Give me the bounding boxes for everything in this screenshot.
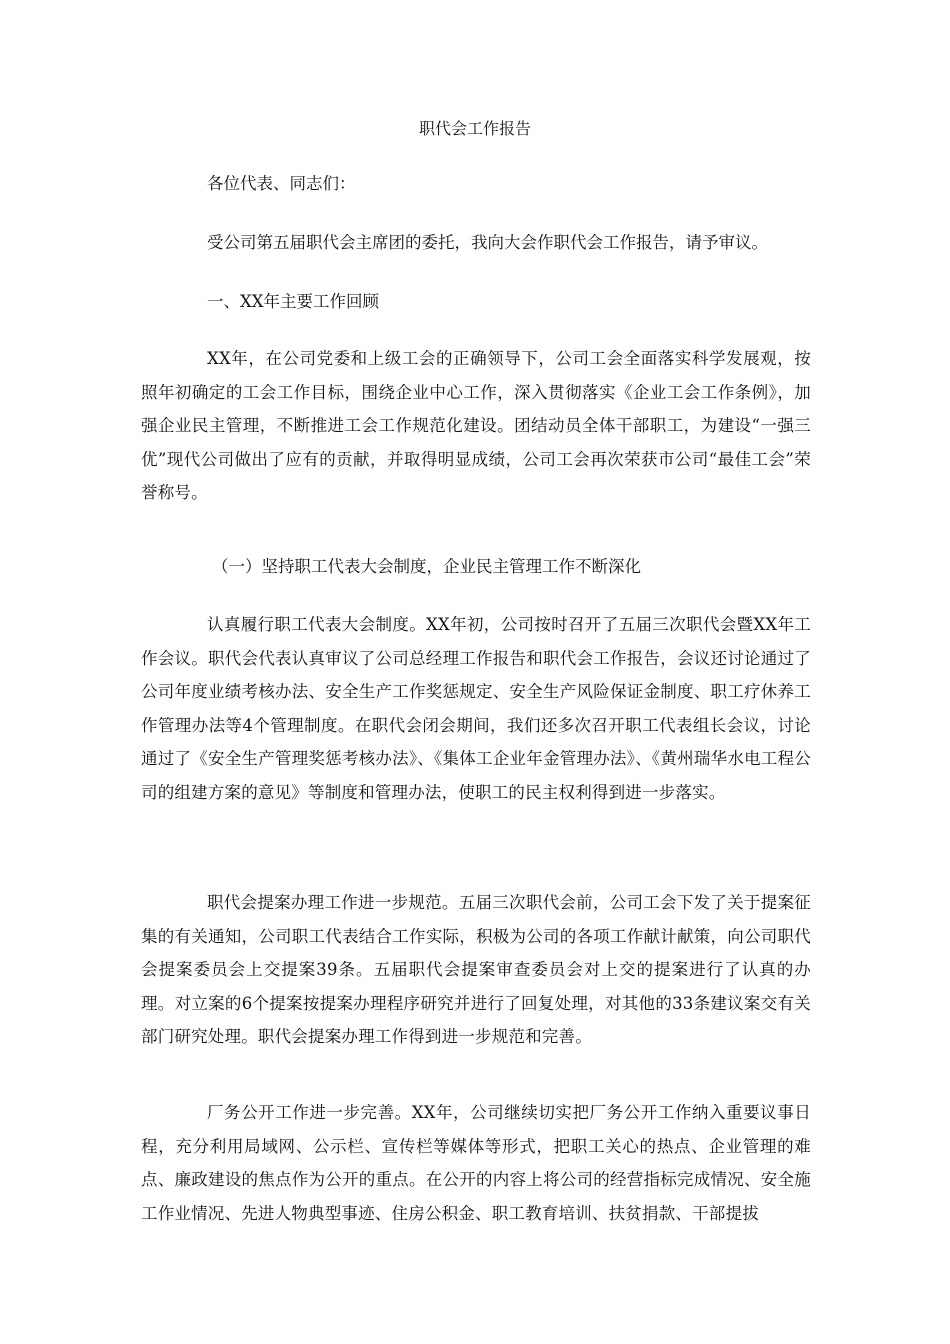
paragraph-congress-system: 认真履行职工代表大会制度。XX年初，公司按时召开了五届三次职代会暨XX年工作会议。职代会代表认真审议了公司总经理工作报告和职代会工作报告，会议还讨论通过了公司年度业绩考核办法、安全生产工作奖惩规定、安全生产风险保证金制度、职工疗休养工作管理办法等4个管理制度。在职代会闭会期间，我们还多次召开职工代表组长会议，讨论通过了《安全生产管理奖惩考核办法》、《集体工企业年金管理办法》、《黄州瑞华水电工程公司的组建方案的意见》等制度和管理办法，使职工的民主权利得到进一步落实。 — [141, 615, 811, 802]
intro-paragraph: 受公司第五届职代会主席团的委托，我向大会作职代会工作报告，请予审议。 — [207, 233, 768, 252]
subsection-heading-congress: （一）坚持职工代表大会制度，企业民主管理工作不断深化 — [212, 557, 641, 576]
document-title: 职代会工作报告 — [418, 119, 531, 138]
paragraph-review-summary: XX年，在公司党委和上级工会的正确领导下，公司工会全面落实科学发展观，按照年初确定的工会工作目标，围绕企业中心工作，深入贯彻落实《企业工会工作条例》，加强企业民主管理，不断推进工会工作规范化建设。团结动员全体干部职工，为建设“一强三优”现代公司做出了应有的贡献，并取得明显成绩，公司工会再次荣获市公司“最佳工会”荣誉称号。 — [141, 349, 811, 502]
paragraph-proposals: 职代会提案办理工作进一步规范。五届三次职代会前，公司工会下发了关于提案征集的有关通知，公司职工代表结合工作实际，积极为公司的各项工作献计献策，向公司职代会提案委员会上交提案39条。五届职代会提案审查委员会对上交的提案进行了认真的办理。对立案的6个提案按提案办理程序研究并进行了回复处理，对其他的33条建议案交有关部门研究处理。职代会提案办理工作得到进一步规范和完善。 — [141, 893, 811, 1046]
salutation: 各位代表、同志们： — [207, 174, 356, 193]
section-heading-review: 一、XX年主要工作回顾 — [207, 292, 379, 311]
paragraph-disclosure: 厂务公开工作进一步完善。XX年，公司继续切实把厂务公开工作纳入重要议事日程，充分利用局域网、公示栏、宣传栏等媒体等形式，把职工关心的热点、企业管理的难点、廉政建设的焦点作为公开的重点。在公开的内容上将公司的经营指标完成情况、安全施工作业情况、先进人物典型事迹、住房公积金、职工教育培训、扶贫捐款、干部提拔 — [141, 1103, 811, 1223]
